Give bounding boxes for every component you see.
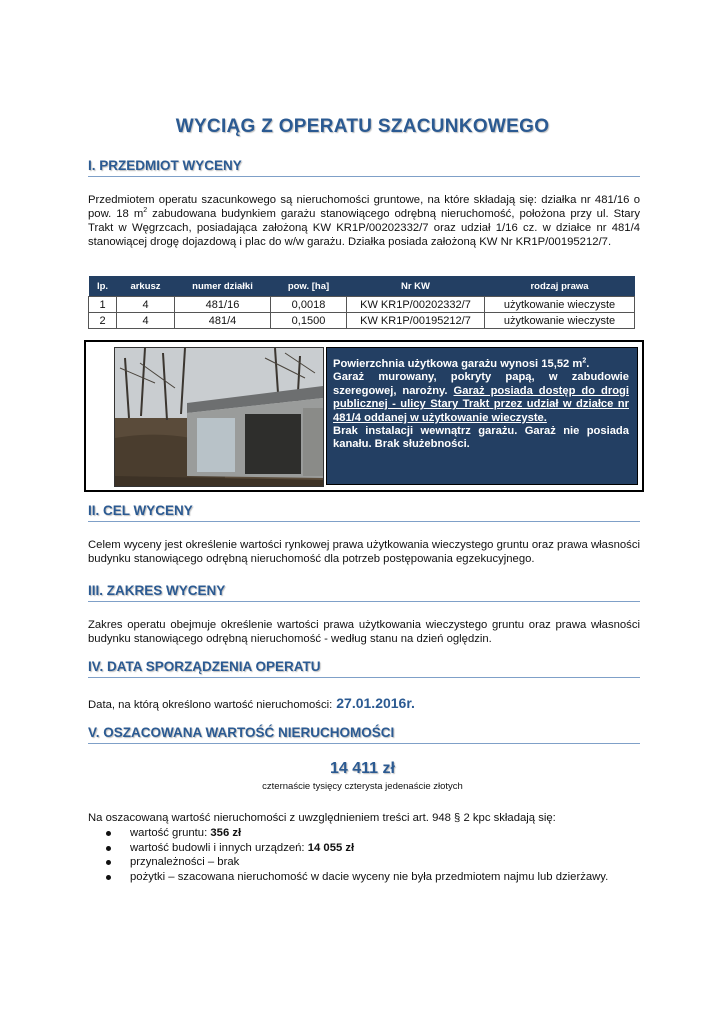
section-heading-przedmiot: I. PRZEDMIOT WYCENY [88, 158, 640, 177]
bullet-icon [106, 875, 111, 880]
table-cell: użytkowanie wieczyste [485, 297, 635, 313]
table-cell: 0,0018 [271, 297, 347, 313]
list-item [88, 855, 640, 870]
document-title: WYCIĄG Z OPERATU SZACUNKOWEGO [175, 116, 550, 137]
table-cell: 0,1500 [271, 313, 347, 329]
info-access: Garaż posiada dostęp do drogi publicznej - ulicy Stary Trakt przez udział w działce nr 481/4 oddanej w użytkowanie wieczyste. [333, 384, 630, 424]
table-cell: 2 [89, 313, 117, 329]
valuation-date-line [88, 695, 415, 711]
col-header-arkusz: arkusz [117, 276, 175, 297]
list-item [88, 870, 640, 885]
col-header-nr-kw: Nr KW [347, 276, 485, 297]
components-intro: Na oszacowaną wartość nieruchomości z uwzględnieniem treści art. 948 § 2 kpc składają się: [88, 812, 556, 824]
list-item-text: wartość budowli i innych urządzeń: [130, 841, 308, 854]
zakres-paragraph: Zakres operatu obejmuje określenie wartości prawa użytkowania wieczystego gruntu oraz prawa własności budynku stanowiącego odrębną nieruchomość - według stanu na dzień oględzin. [88, 619, 640, 645]
valuation-date-value: 27.01.2016r. [336, 695, 415, 711]
col-header-pow: pow. [ha] [271, 276, 347, 297]
bullet-icon [106, 860, 111, 865]
garage-info-panel [326, 347, 638, 485]
info-installations: Brak instalacji wewnątrz garażu. Garaż nie posiada kanału. Brak służebności. [333, 425, 629, 451]
cel-paragraph: Celem wyceny jest określenie wartości rynkowej prawa użytkowania wieczystego gruntu oraz prawa własności budynku stanowiącego odrębną nieruchomość dla potrzeb postępowania egzekucyjnego. [88, 539, 640, 565]
garage-info-text [333, 358, 629, 452]
info-superscript: 2 [582, 357, 587, 365]
bullet-icon [106, 846, 111, 851]
table-cell: 4 [117, 297, 175, 313]
col-header-numer-dzialki: numer działki [175, 276, 271, 297]
list-item-value: 356 zł [210, 827, 242, 839]
col-header-lp: lp. [89, 276, 117, 297]
table-cell: 1 [89, 297, 117, 313]
section-heading-cel: II. CEL WYCENY [88, 503, 640, 522]
table-cell: KW KR1P/00195212/7 [347, 313, 485, 329]
section-heading-data: IV. DATA SPORZĄDZENIA OPERATU [88, 659, 640, 678]
section-heading-zakres: III. ZAKRES WYCENY [88, 583, 640, 602]
valuation-amount: 14 411 zł [330, 760, 395, 777]
table-cell: 481/16 [175, 297, 271, 313]
garage-photo [114, 347, 324, 487]
table-cell: 481/4 [175, 313, 271, 329]
info-construction: Garaż murowany, pokryty papą, w zabudowie szeregowej, narożny. [333, 371, 629, 397]
list-item-text: wartość gruntu: [130, 827, 211, 839]
garage-photo-image [115, 348, 323, 486]
components-list [88, 826, 640, 884]
bullet-icon [106, 831, 111, 836]
list-item [88, 841, 640, 856]
table-row [89, 297, 635, 313]
table-cell: 4 [117, 313, 175, 329]
list-item [88, 826, 640, 841]
valuation-amount-words: czternaście tysięcy czterysta jedenaście złotych [262, 781, 463, 792]
property-summary-box [84, 340, 644, 492]
table-cell: KW KR1P/00202332/7 [347, 297, 485, 313]
col-header-rodzaj-prawa: rodzaj prawa [485, 276, 635, 297]
superscript: 2 [143, 207, 148, 215]
intro-text-2: zabudowana budynkiem garażu stanowiącego odrębną nieruchomość, położona przy ul. Stary Trakt w Węgrzcach, posiadająca założoną KW KR1P/00202332/7 oraz udział 1/16 cz. w działce nr 481/4 stanowiącej drogę dojazdową i plac do w/w garażu. Działka posiada założoną KW Nr KR1P/00195212/7. [88, 208, 640, 248]
info-area-end: . [586, 358, 590, 370]
parcel-table [88, 276, 635, 329]
valuation-date-label: Data, na którą określono wartość nieruchomości: [88, 699, 333, 711]
table-header-row [89, 276, 635, 297]
list-item-value: 14 055 zł [307, 841, 355, 854]
list-item-text: pożytki – szacowana nieruchomość w dacie wyceny nie była przedmiotem najmu lub dzierżawy. [130, 870, 609, 883]
table-cell: użytkowanie wieczyste [485, 313, 635, 329]
intro-text-1: Przedmiotem operatu szacunkowego są nieruchomości gruntowe, na które składają się: działka nr 481/16 o pow. 18 m [88, 194, 640, 220]
intro-paragraph [88, 193, 640, 249]
section-heading-wartosc: V. OSZACOWANA WARTOŚĆ NIERUCHOMOŚCI [88, 725, 640, 744]
info-area: Powierzchnia użytkowa garażu wynosi 15,52 m [333, 358, 583, 370]
list-item-text: przynależności – brak [130, 856, 240, 868]
table-row [89, 313, 635, 329]
